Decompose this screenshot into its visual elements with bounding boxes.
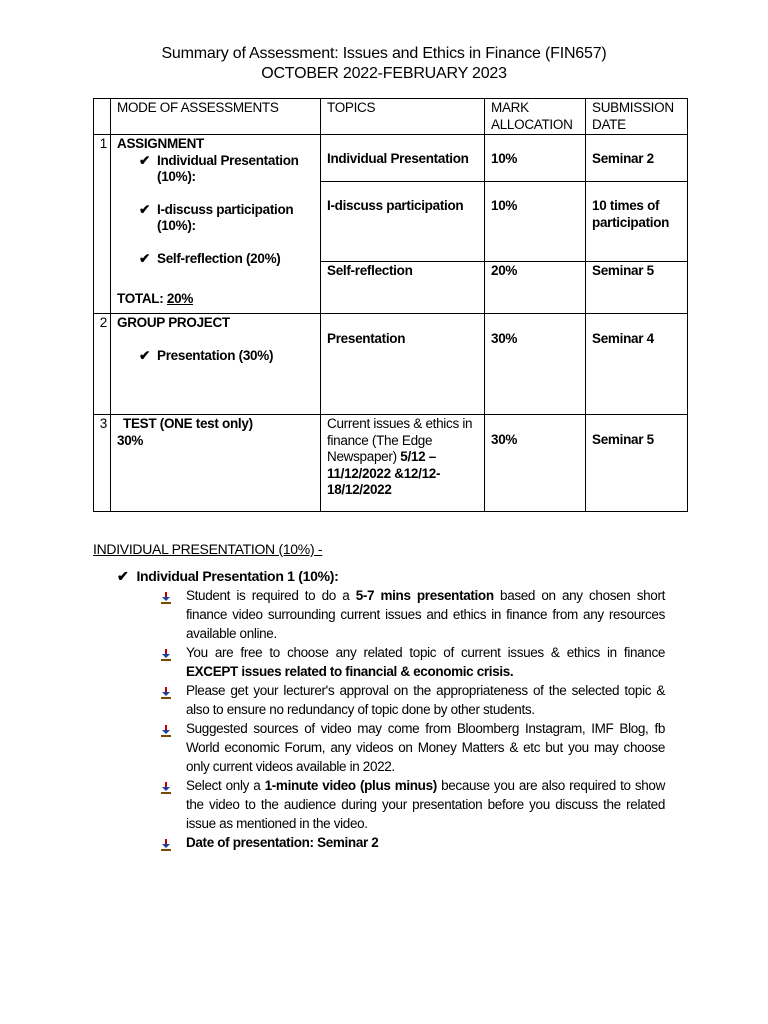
arrow-bullet-icon <box>160 681 186 704</box>
arrow-bullet-icon <box>160 776 186 799</box>
total-line: TOTAL: 20% <box>117 291 194 306</box>
arrow-bullet-icon <box>160 719 186 742</box>
mark-cell: 10% <box>485 135 586 182</box>
submission-cell: 10 times of participation <box>586 182 688 262</box>
header-cell-submission: SUBMISSION DATE <box>586 99 688 135</box>
topic-text: Current issues & ethics in finance (The Edge Newspaper) <box>327 416 473 464</box>
mode-value: 30% <box>117 432 144 448</box>
list-item: Student is required to do a 5-7 mins presentation based on any chosen short finance video surrounding current issues and ethics in finance from any resources available online. <box>160 586 665 643</box>
list-item: Date of presentation: Seminar 2 <box>160 833 665 856</box>
row-number: 1 <box>94 135 111 314</box>
list-item: ✔ I-discuss participation (10%): <box>139 201 294 233</box>
row-number: 3 <box>94 415 111 512</box>
check-mark-icon: ✔ <box>139 201 151 217</box>
mark-cell: 30% <box>485 415 586 512</box>
list-item: Select only a 1-minute video (plus minus) because you are also required to show the video to the audience during your presentation before you discuss the related issue as mentioned in the video. <box>160 776 665 833</box>
arrow-bullet-icon <box>160 586 186 609</box>
mode-title: GROUP PROJECT <box>117 315 230 330</box>
submission-cell: Seminar 4 <box>586 314 688 415</box>
table-row <box>94 314 688 415</box>
check-mark-icon: ✔ <box>139 152 151 168</box>
table-row <box>94 135 688 182</box>
list-item: Suggested sources of video may come from Bloomberg Instagram, IMF Blog, fb World economic Forum, any videos on Money Matters & etc but you may choose only current videos available in 2022. <box>160 719 665 776</box>
arrow-bullet-icon <box>160 643 186 666</box>
check-mark-icon: ✔ <box>117 568 129 584</box>
mode-title: TEST (ONE test only) <box>123 416 253 431</box>
list-item: You are free to choose any related topic of current issues & ethics in finance EXCEPT issues related to financial & economic crisis. <box>160 643 665 681</box>
submission-cell: Seminar 5 <box>586 262 688 314</box>
topic-cell: Self-reflection <box>321 262 485 314</box>
assessment-table <box>93 98 688 512</box>
header-cell-num <box>94 99 111 135</box>
mode-cell <box>111 135 321 314</box>
mark-cell: 10% <box>485 182 586 262</box>
section-heading: INDIVIDUAL PRESENTATION (10%) - <box>93 541 323 557</box>
header-cell-topics: TOPICS <box>321 99 485 135</box>
topic-cell <box>321 415 485 512</box>
arrow-bullet-icon <box>160 833 186 856</box>
subsection-heading: ✔ Individual Presentation 1 (10%): <box>117 568 339 584</box>
document-title: Summary of Assessment: Issues and Ethics in Finance (FIN657) <box>161 45 607 62</box>
list-item: ✔ Individual Presentation (10%): <box>139 152 299 184</box>
check-mark-icon: ✔ <box>139 250 151 266</box>
topic-cell: Individual Presentation <box>321 135 485 182</box>
list-item: Please get your lecturer's approval on the appropriateness of the selected topic & also to ensure no redundancy of topic done by other students. <box>160 681 665 719</box>
topic-cell: I-discuss participation <box>321 182 485 262</box>
row-number: 2 <box>94 314 111 415</box>
list-item: ✔ Self-reflection (20%) <box>139 250 281 266</box>
list-item: ✔ Presentation (30%) <box>139 347 274 363</box>
submission-cell: Seminar 5 <box>586 415 688 512</box>
document-subtitle: OCTOBER 2022-FEBRUARY 2023 <box>261 65 507 82</box>
header-cell-mode: MODE OF ASSESSMENTS <box>111 99 321 135</box>
table-row <box>94 415 688 512</box>
header-cell-mark: MARK ALLOCATION <box>485 99 586 135</box>
mode-title: ASSIGNMENT <box>117 136 205 151</box>
mode-cell <box>111 415 321 512</box>
submission-cell: Seminar 2 <box>586 135 688 182</box>
requirements-list <box>160 586 665 856</box>
check-mark-icon: ✔ <box>139 347 151 363</box>
topic-cell: Presentation <box>321 314 485 415</box>
total-value: 20% <box>166 291 194 306</box>
mark-cell: 20% <box>485 262 586 314</box>
mark-cell: 30% <box>485 314 586 415</box>
topic-dates: 5/12 – 11/12/2022 &12/12-18/12/2022 <box>327 449 441 497</box>
table-header-row <box>94 99 688 135</box>
mode-cell <box>111 314 321 415</box>
